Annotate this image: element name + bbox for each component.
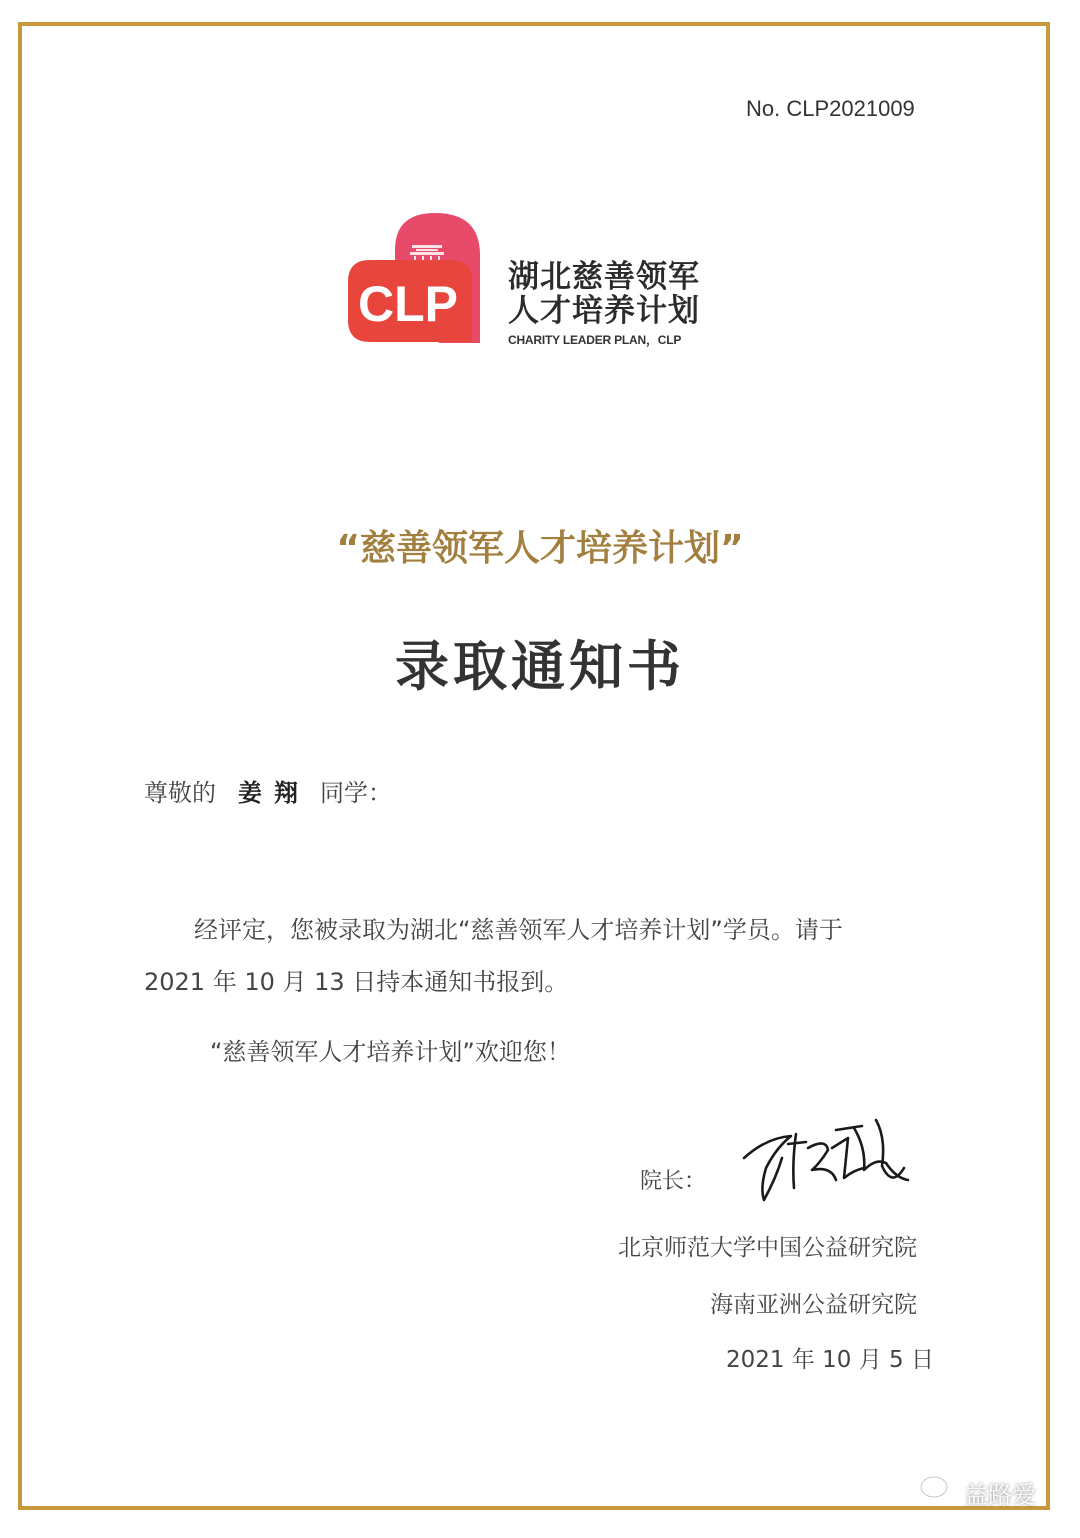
recipient-name: 姜翔 [238,779,310,807]
logo-english-name: CHARITY LEADER PLAN，CLP [508,333,682,347]
certificate-number: No. CLP2021009 [746,96,915,121]
issuer-1: 北京师范大学中国公益研究院 [618,1235,917,1261]
greeting-prefix: 尊敬的 [144,779,216,807]
logo-mark-text: CLP [358,276,458,332]
watermark-text: 益路爱 [964,1481,1036,1509]
issue-date: 2021 年 10 月 5 日 [726,1347,934,1373]
greeting-suffix: 同学： [320,779,392,807]
greeting [144,773,392,808]
logo-name-line2: 人才培养计划 [508,293,700,329]
dean-label: 院长： [640,1169,707,1194]
document-title: 录取通知书 [395,635,685,698]
program-title: “慈善领军人才培养计划” [336,528,744,569]
dean-signature [736,1108,916,1208]
logo-chinese-name [508,260,700,328]
body-line-2: 2021 年 10 月 13 日持本通知书报到。 [144,968,569,996]
welcome-line: “慈善领军人才培养计划”欢迎您！ [210,1038,571,1066]
issuer-2: 海南亚洲公益研究院 [710,1292,917,1318]
body-line-1: 经评定，您被录取为湖北“慈善领军人才培养计划”学员。请于 [194,916,843,944]
logo-name-line1: 湖北慈善领军 [508,259,700,295]
